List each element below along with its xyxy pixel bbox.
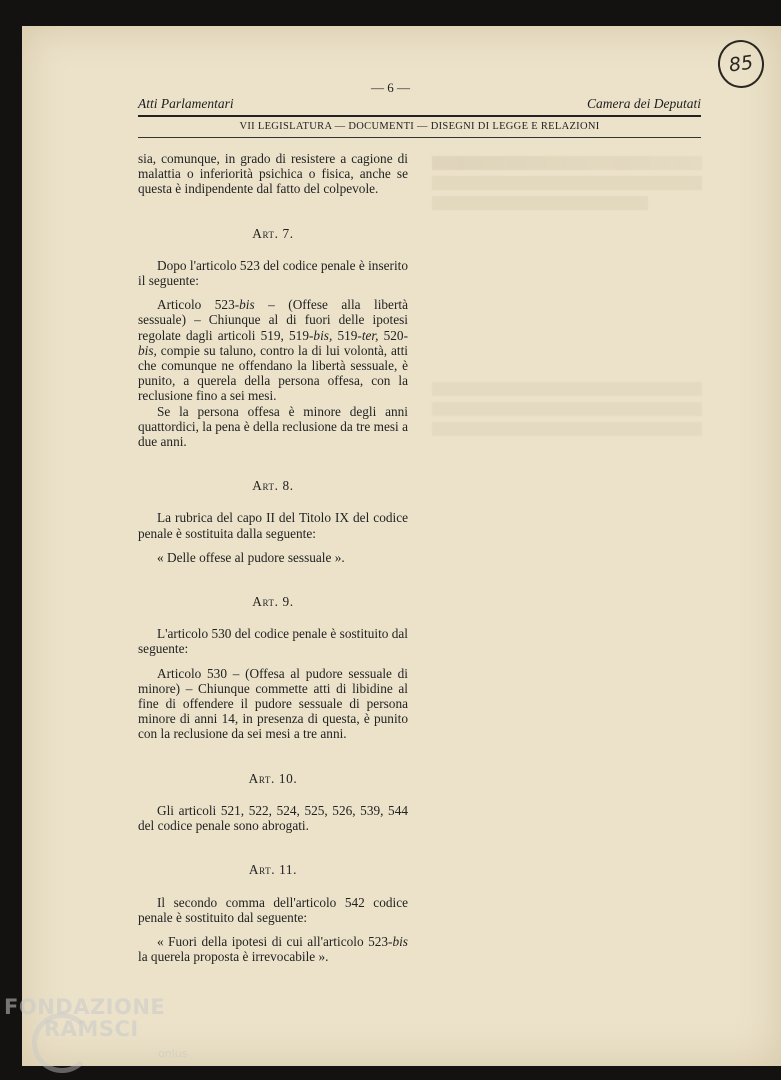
- article-8-paragraph-2: « Delle offese al pudore sessuale ».: [157, 549, 345, 565]
- paragraph-intro: sia, comunque, in grado di resistere a cagione di malattia o inferiorità psichica o fisica, anche se questa è indipendente dal fatto del colpevole.: [138, 151, 408, 197]
- article-7-paragraph-1: Dopo l'articolo 523 del codice penale è inserito il seguente:: [138, 257, 408, 289]
- article-11-paragraph-1: Il secondo comma dell'articolo 542 codice penale è sostituito dal seguente:: [138, 894, 408, 925]
- header-left: Atti Parlamentari: [138, 96, 234, 111]
- header-right: Camera dei Deputati: [587, 96, 701, 111]
- article-9-paragraph-1: L'articolo 530 del codice penale è sostituito dal seguente:: [138, 626, 408, 657]
- article-7-paragraph-3: Se la persona offesa è minore degli anni quattordici, la pena è della reclusione da tre mesi a due anni.: [138, 403, 408, 450]
- article-8-paragraph-1: La rubrica del capo II del Titolo IX del codice penale è sostituita dalla seguente:: [138, 510, 408, 541]
- article-8-heading: Art. 8.: [252, 478, 294, 494]
- article-9-paragraph-2: Articolo 530 – (Offesa al pudore sessuale di minore) – Chiunque commette atti di libidine al fine di offendere il pudore sessuale di persona minore di anni 14, in presenza di questa, è punito con la reclusione da sei mesi a tre anni.: [138, 665, 408, 742]
- article-10-heading: Art. 10.: [248, 770, 298, 786]
- gramsci-g-logo-icon: [32, 1013, 92, 1073]
- article-7-paragraph-2: Articolo 523-bis – (Offese alla libertà sessuale) – Chiunque al di fuori delle ipotesi regolate dagli articoli 519, 519-bis, 519-ter, 520-bis, compie su taluno, contro la di lui volontà, atti che comunque ne offendano la libertà sessuale, è punito, a querela della persona offesa, con la reclusione fino a sei mesi.: [138, 297, 409, 404]
- page-number: — 6 —: [371, 80, 410, 95]
- reverse-side-bleed-through: [432, 150, 702, 442]
- article-10-paragraph-1: Gli articoli 521, 522, 524, 525, 526, 539, 544 del codice penale sono abrogati.: [138, 802, 408, 834]
- article-11-paragraph-2: « Fuori della ipotesi di cui all'articolo 523-bis la querela proposta è irrevocabile ».: [138, 933, 408, 965]
- fondazione-gramsci-watermark: FONDAZIONE RAMSCI onlus: [4, 995, 165, 1041]
- article-11-heading: Art. 11.: [248, 862, 298, 878]
- header-subtitle: VII LEGISLATURA — DOCUMENTI — DISEGNI DI LEGGE E RELAZIONI: [239, 121, 600, 132]
- article-9-heading: Art. 9.: [252, 594, 294, 610]
- article-7-heading: Art. 7.: [252, 225, 294, 241]
- archive-page-stamp: 85: [715, 37, 767, 91]
- header-rule: [138, 115, 701, 117]
- main-text-column: [138, 151, 408, 964]
- header-subrule: [138, 137, 701, 138]
